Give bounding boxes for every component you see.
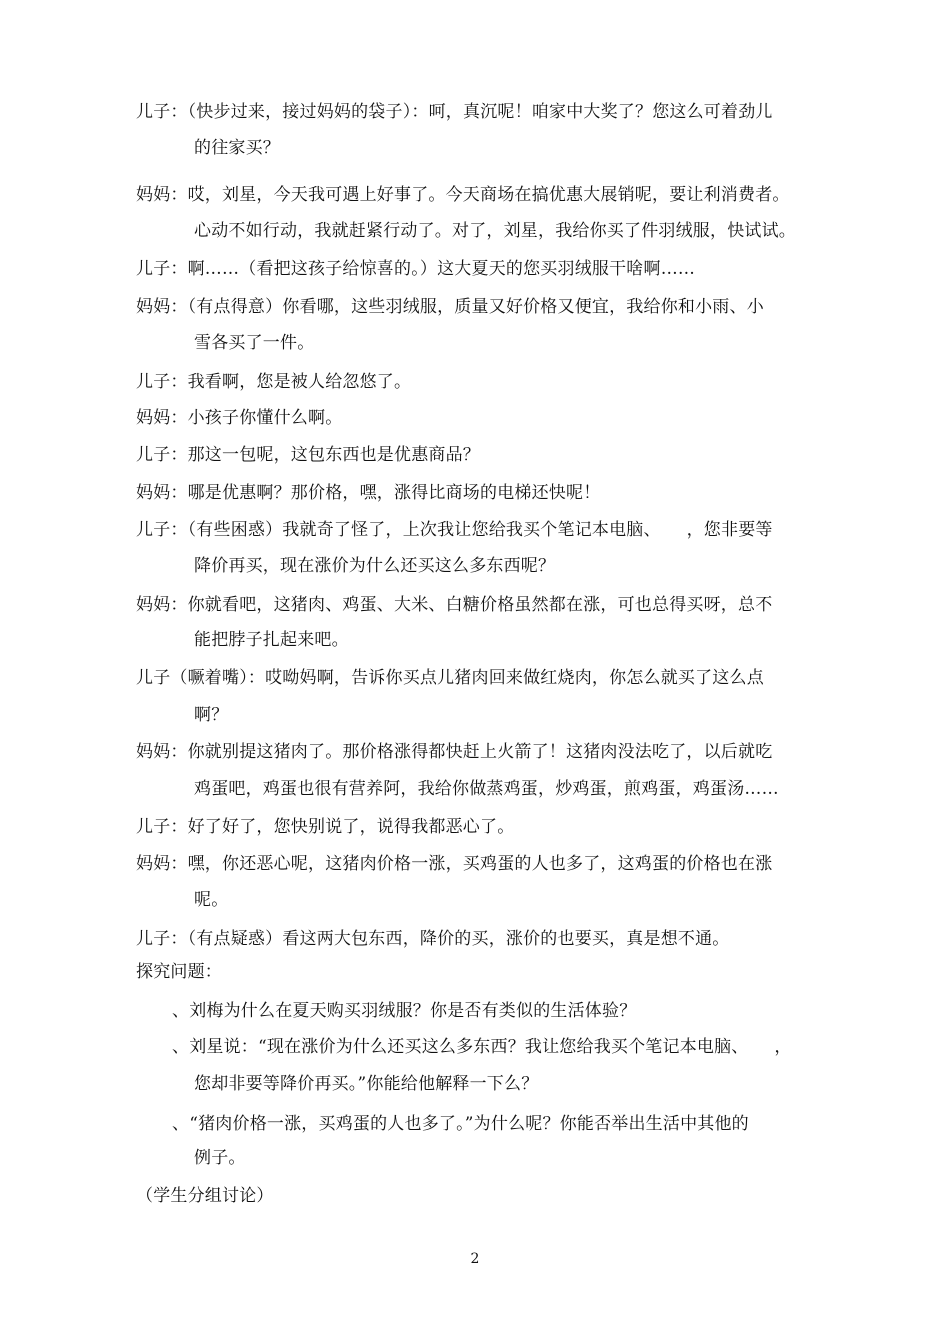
question-1: 、刘梅为什么在夏天购买羽绒服？你是否有类似的生活体验？ xyxy=(172,1001,637,1021)
question-3-cont: 例子。 xyxy=(194,1148,246,1168)
dialogue-line-11-cont: 啊？ xyxy=(194,705,229,725)
section-heading: 探究问题： xyxy=(136,962,222,982)
dialogue-line-10-cont: 能把脖子扎起来吧。 xyxy=(194,630,349,650)
dialogue-line-6: 妈妈：小孩子你懂什么啊。 xyxy=(136,408,343,428)
dialogue-line-1-cont: 的往家买？ xyxy=(194,138,280,158)
dialogue-line-8: 妈妈：哪是优惠啊？那价格，嘿，涨得比商场的电梯还快呢！ xyxy=(136,483,601,503)
dialogue-line-11: 儿子（噘着嘴）：哎呦妈啊，告诉你买点儿猪肉回来做红烧肉，你怎么就买了这么点 xyxy=(136,668,764,688)
dialogue-line-9: 儿子：（有些困惑）我就奇了怪了，上次我让您给我买个笔记本电脑、 ，您非要等 xyxy=(136,520,773,540)
dialogue-line-3: 儿子：啊……（看把这孩子给惊喜的。）这大夏天的您买羽绒服干啥啊…… xyxy=(136,259,696,279)
question-2-cont: 您却非要等降价再买。”你能给他解释一下么？ xyxy=(194,1074,539,1094)
dialogue-line-9-cont: 降价再买，现在涨价为什么还买这么多东西呢？ xyxy=(194,556,556,576)
question-3: 、“猪肉价格一涨，买鸡蛋的人也多了。”为什么呢？你能否举出生活中其他的 xyxy=(172,1114,749,1134)
dialogue-line-2: 妈妈：哎，刘星，今天我可遇上好事了。今天商场在搞优惠大展销呢，要让利消费者。 xyxy=(136,185,790,205)
dialogue-line-4: 妈妈：（有点得意）你看哪，这些羽绒服，质量又好价格又便宜，我给你和小雨、小 xyxy=(136,297,764,317)
dialogue-line-12-cont: 鸡蛋吧，鸡蛋也很有营养阿，我给你做蒸鸡蛋，炒鸡蛋，煎鸡蛋，鸡蛋汤…… xyxy=(194,779,779,799)
dialogue-line-15: 儿子：（有点疑惑）看这两大包东西，降价的买，涨价的也要买，真是想不通。 xyxy=(136,929,730,949)
dialogue-line-14: 妈妈：嘿，你还恶心呢，这猪肉价格一涨，买鸡蛋的人也多了，这鸡蛋的价格也在涨 xyxy=(136,854,773,874)
question-2: 、刘星说：“现在涨价为什么还买这么多东西？我让您给我买个笔记本电脑、 ， xyxy=(172,1037,792,1057)
dialogue-line-10: 妈妈：你就看吧，这猪肉、鸡蛋、大米、白糖价格虽然都在涨，可也总得买呀，总不 xyxy=(136,595,773,615)
dialogue-line-1: 儿子：（快步过来，接过妈妈的袋子）：呵，真沉呢！咱家中大奖了？您这么可着劲儿 xyxy=(136,102,773,122)
page-number: 2 xyxy=(470,1251,480,1267)
dialogue-line-2-cont: 心动不如行动，我就赶紧行动了。对了，刘星，我给你买了件羽绒服，快试试。 xyxy=(194,221,796,241)
dialogue-line-7: 儿子：那这一包呢，这包东西也是优惠商品？ xyxy=(136,445,480,465)
dialogue-line-14-cont: 呢。 xyxy=(194,890,229,910)
dialogue-line-13: 儿子：好了好了，您快别说了，说得我都恶心了。 xyxy=(136,817,515,837)
dialogue-line-5: 儿子：我看啊，您是被人给忽悠了。 xyxy=(136,372,412,392)
dialogue-line-4-cont: 雪各买了一件。 xyxy=(194,333,315,353)
dialogue-line-12: 妈妈：你就别提这猪肉了。那价格涨得都快赶上火箭了！这猪肉没法吃了，以后就吃 xyxy=(136,742,773,762)
closing-note: （学生分组讨论） xyxy=(136,1186,274,1206)
